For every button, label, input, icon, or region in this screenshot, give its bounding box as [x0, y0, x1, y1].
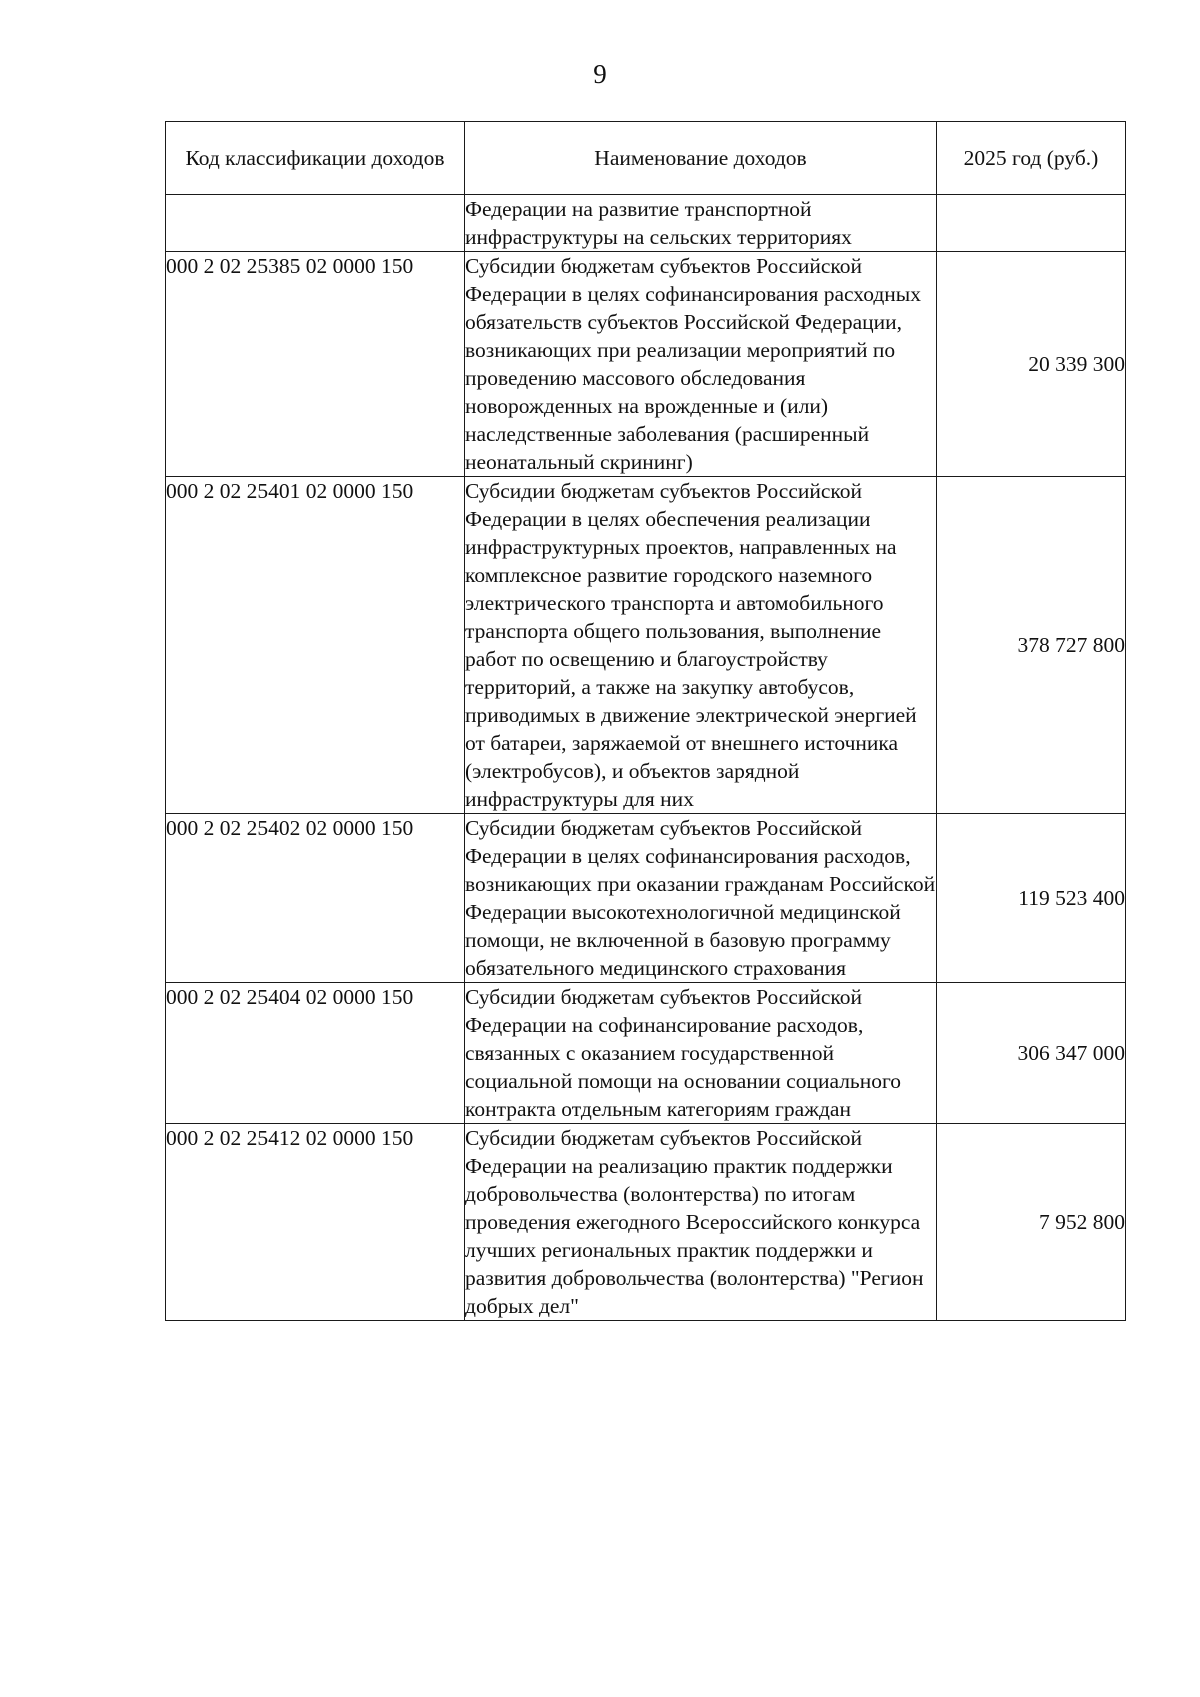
- page-number: 9: [593, 59, 607, 89]
- income-name: Субсидии бюджетам субъектов Российской Федерации в целях софинансирования расходов, возникающих при оказании гражданам Российской Федерации высокотехнологичной медицинской помощи, не включенной в базовую программу обязательного медицинского страхования: [465, 814, 937, 983]
- table-row: [166, 252, 1126, 477]
- header-name: Наименование доходов: [465, 122, 937, 195]
- income-code: 000 2 02 25402 02 0000 150: [166, 814, 465, 983]
- income-amount: 306 347 000: [937, 983, 1126, 1124]
- income-code: 000 2 02 25404 02 0000 150: [166, 983, 465, 1124]
- income-amount: 378 727 800: [937, 477, 1126, 814]
- income-name: Федерации на развитие транспортной инфраструктуры на сельских территориях: [465, 195, 937, 252]
- income-amount: [937, 195, 1126, 252]
- income-name: Субсидии бюджетам субъектов Российской Федерации на софинансирование расходов, связанных с оказанием государственной социальной помощи на основании социального контракта отдельным категориям граждан: [465, 983, 937, 1124]
- table-row: [166, 477, 1126, 814]
- income-name: Субсидии бюджетам субъектов Российской Федерации на реализацию практик поддержки добровольчества (волонтерства) по итогам проведения ежегодного Всероссийского конкурса лучших региональных практик поддержки и развития добровольчества (волонтерства) "Регион добрых дел": [465, 1124, 937, 1321]
- income-amount: 7 952 800: [937, 1124, 1126, 1321]
- table-row: [166, 814, 1126, 983]
- income-name: Субсидии бюджетам субъектов Российской Федерации в целях обеспечения реализации инфраструктурных проектов, направленных на комплексное развитие городского наземного электрического транспорта и автомобильного транспорта общего пользования, выполнение работ по освещению и благоустройству территорий, а также на закупку автобусов, приводимых в движение электрической энергией от батареи, заряжаемой от внешнего источника (электробусов), и объектов зарядной инфраструктуры для них: [465, 477, 937, 814]
- income-name: Субсидии бюджетам субъектов Российской Федерации в целях софинансирования расходных обязательств субъектов Российской Федерации, возникающих при реализации мероприятий по проведению массового обследования новорожденных на врожденные и (или) наследственные заболевания (расширенный неонатальный скрининг): [465, 252, 937, 477]
- header-amount: 2025 год (руб.): [937, 122, 1126, 195]
- table-row: [166, 195, 1126, 252]
- header-code: Код классификации доходов: [166, 122, 465, 195]
- income-code: 000 2 02 25412 02 0000 150: [166, 1124, 465, 1321]
- income-amount: 119 523 400: [937, 814, 1126, 983]
- income-table: [165, 121, 1126, 1321]
- income-amount: 20 339 300: [937, 252, 1126, 477]
- table-row: [166, 1124, 1126, 1321]
- income-code: 000 2 02 25385 02 0000 150: [166, 252, 465, 477]
- income-code: 000 2 02 25401 02 0000 150: [166, 477, 465, 814]
- table-row: [166, 983, 1126, 1124]
- table-header-row: [166, 122, 1126, 195]
- income-code: [166, 195, 465, 252]
